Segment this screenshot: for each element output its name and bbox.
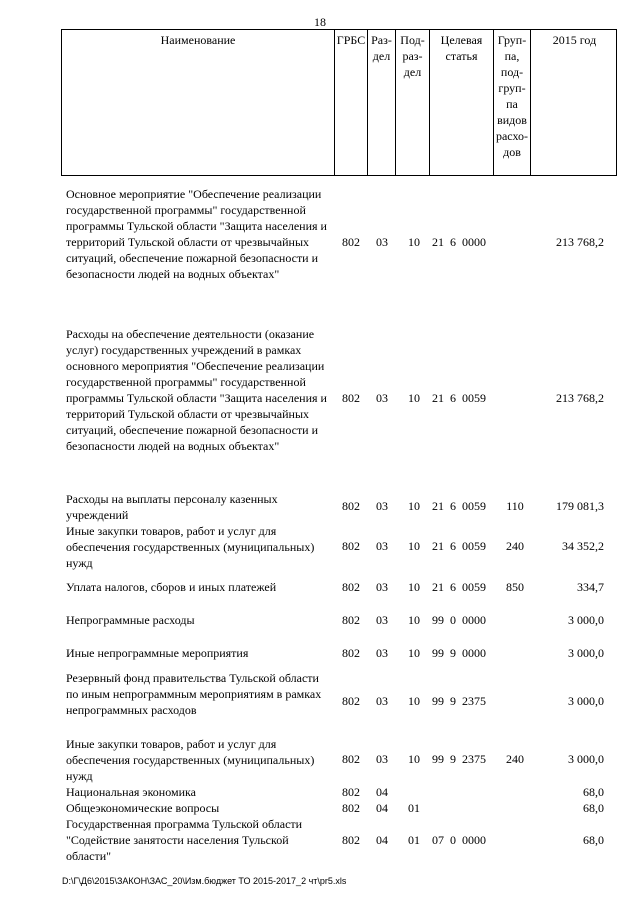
row-grbs: 802 <box>342 694 360 708</box>
row-name: Непрограммные расходы <box>66 613 195 627</box>
row-sum: 213 768,2 <box>556 391 604 405</box>
row-sum: 68,0 <box>583 833 604 847</box>
row-sum: 3 000,0 <box>568 613 604 627</box>
row-sum: 68,0 <box>583 801 604 815</box>
row-podrazdel: 10 <box>408 539 420 553</box>
row-name: Уплата налогов, сборов и иных платежей <box>66 580 277 594</box>
row-sum: 3 000,0 <box>568 694 604 708</box>
row-celevaya: 07 0 0000 <box>432 833 486 847</box>
row-grbs: 802 <box>342 785 360 799</box>
row-name: Основное мероприятие "Обеспечение реализации государственной программы" государственной программы Тульской области "Защита населения и территорий Тульской области от чрезвычайных ситуаций, обеспечение пожарной безопасности и безопасности людей на водных объектах" <box>66 187 327 281</box>
row-name: Расходы на обеспечение деятельности (оказание услуг) государственных учреждений в рамках основного мероприятия "Обеспечение реализации государственной программы" государственной программы Тульской области "Защита населения и территорий Тульской области от чрезвычайных ситуаций, обеспечение пожарной безопасности и безопасности людей на водных объектах" <box>66 327 327 453</box>
row-grbs: 802 <box>342 646 360 660</box>
header-year: 2015 год <box>530 30 618 175</box>
row-razdel: 03 <box>376 752 388 766</box>
row-podrazdel: 10 <box>408 580 420 594</box>
row-name: Иные закупки товаров, работ и услуг для обеспечения государственных (муниципальных) нужд <box>66 524 315 570</box>
row-celevaya: 99 9 2375 <box>432 752 486 766</box>
row-sum: 334,7 <box>577 580 604 594</box>
row-razdel: 03 <box>376 235 388 249</box>
row-grbs: 802 <box>342 833 360 847</box>
header-celevaya: Целевая статья <box>429 30 493 175</box>
row-razdel: 03 <box>376 694 388 708</box>
row-gruppa: 850 <box>506 580 524 594</box>
row-razdel: 03 <box>376 646 388 660</box>
row-razdel: 03 <box>376 391 388 405</box>
row-podrazdel: 10 <box>408 499 420 513</box>
header-grbs: ГРБС <box>334 30 367 175</box>
row-grbs: 802 <box>342 752 360 766</box>
row-sum: 3 000,0 <box>568 646 604 660</box>
row-grbs: 802 <box>342 391 360 405</box>
row-razdel: 03 <box>376 580 388 594</box>
row-razdel: 03 <box>376 539 388 553</box>
row-grbs: 802 <box>342 539 360 553</box>
row-razdel: 03 <box>376 613 388 627</box>
row-podrazdel: 10 <box>408 646 420 660</box>
row-sum: 179 081,3 <box>556 499 604 513</box>
row-celevaya: 21 6 0059 <box>432 499 486 513</box>
header-gruppa: Груп- па, под- груп- па видов расхо- дов <box>493 30 530 175</box>
row-name: Национальная экономика <box>66 785 196 799</box>
row-gruppa: 240 <box>506 752 524 766</box>
row-podrazdel: 10 <box>408 694 420 708</box>
table-header <box>61 29 617 176</box>
row-podrazdel: 10 <box>408 613 420 627</box>
row-celevaya: 21 6 0000 <box>432 235 486 249</box>
row-celevaya: 99 9 0000 <box>432 646 486 660</box>
header-razdel: Раз- дел <box>367 30 395 175</box>
row-gruppa: 240 <box>506 539 524 553</box>
page-number: 18 <box>314 15 326 29</box>
row-celevaya: 21 6 0059 <box>432 580 486 594</box>
row-celevaya: 21 6 0059 <box>432 539 486 553</box>
row-sum: 34 352,2 <box>562 539 604 553</box>
row-razdel: 04 <box>376 833 388 847</box>
row-name: Государственная программа Тульской области "Содействие занятости населения Тульской области" <box>66 817 303 863</box>
row-name: Резервный фонд правительства Тульской области по иным непрограммным мероприятиям в рамках непрограммных расходов <box>66 671 322 717</box>
row-name: Расходы на выплаты персоналу казенных учреждений <box>66 492 278 522</box>
row-grbs: 802 <box>342 801 360 815</box>
row-grbs: 802 <box>342 499 360 513</box>
row-podrazdel: 01 <box>408 801 420 815</box>
row-razdel: 04 <box>376 785 388 799</box>
row-podrazdel: 01 <box>408 833 420 847</box>
row-name: Общеэкономические вопросы <box>66 801 220 815</box>
row-podrazdel: 10 <box>408 391 420 405</box>
row-celevaya: 99 0 0000 <box>432 613 486 627</box>
row-razdel: 03 <box>376 499 388 513</box>
row-razdel: 04 <box>376 801 388 815</box>
row-sum: 213 768,2 <box>556 235 604 249</box>
row-name: Иные непрограммные мероприятия <box>66 646 249 660</box>
file-path-footer: D:\Г\Д6\2015\ЗАКОН\ЗАС_20\Изм.бюджет ТО 2015-2017_2 чт\pr5.xls <box>62 876 347 886</box>
row-sum: 68,0 <box>583 785 604 799</box>
row-grbs: 802 <box>342 613 360 627</box>
row-podrazdel: 10 <box>408 235 420 249</box>
row-name: Иные закупки товаров, работ и услуг для обеспечения государственных (муниципальных) нужд <box>66 737 315 783</box>
header-name: Наименование <box>160 33 236 47</box>
row-grbs: 802 <box>342 235 360 249</box>
row-grbs: 802 <box>342 580 360 594</box>
row-gruppa: 110 <box>506 499 524 513</box>
row-podrazdel: 10 <box>408 752 420 766</box>
header-podrazdel: Под- раз- дел <box>395 30 429 175</box>
row-celevaya: 99 9 2375 <box>432 694 486 708</box>
row-sum: 3 000,0 <box>568 752 604 766</box>
row-celevaya: 21 6 0059 <box>432 391 486 405</box>
